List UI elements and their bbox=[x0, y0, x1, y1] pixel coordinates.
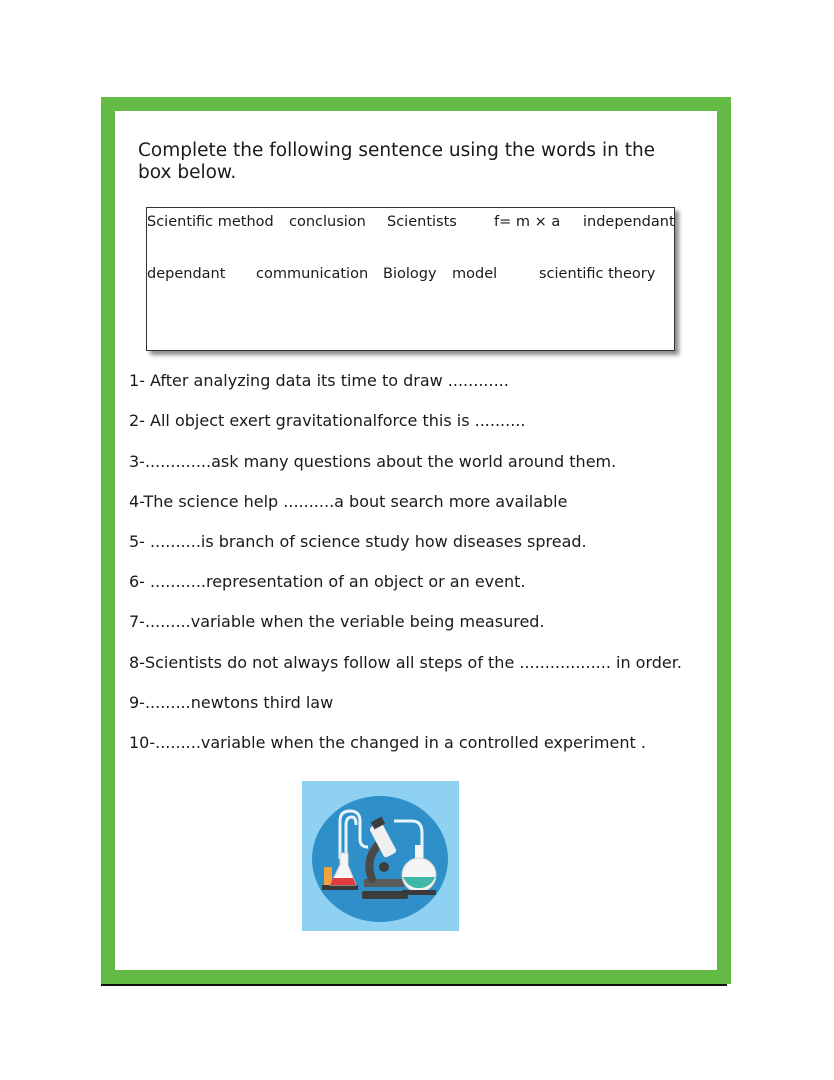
science-lab-icon bbox=[302, 781, 459, 931]
question-4: 4-The science help ..........a bout search more available bbox=[129, 492, 568, 511]
question-3: 3-.............ask many questions about the world around them. bbox=[129, 452, 617, 471]
question-1: 1- After analyzing data its time to draw ............ bbox=[129, 371, 509, 390]
question-9: 9-.........newtons third law bbox=[129, 693, 334, 712]
word-box-item: dependant bbox=[147, 266, 226, 282]
footer-divider bbox=[101, 984, 727, 986]
word-box-item: f= m × a bbox=[494, 214, 561, 230]
question-5: 5- ..........is branch of science study how diseases spread. bbox=[129, 532, 587, 551]
question-6: 6- ...........representation of an object or an event. bbox=[129, 572, 526, 591]
word-box bbox=[146, 207, 675, 351]
word-box-item: model bbox=[452, 266, 498, 282]
word-box-item: Biology bbox=[383, 266, 437, 282]
question-2: 2- All object exert gravitationalforce this is .......... bbox=[129, 411, 526, 430]
question-8: 8-Scientists do not always follow all steps of the .................. in order. bbox=[129, 653, 682, 672]
word-box-item: conclusion bbox=[289, 214, 366, 230]
word-box-item: communication bbox=[256, 266, 369, 282]
instruction-heading: Complete the following sentence using the words in the box below. bbox=[138, 140, 656, 183]
word-box-item: independant bbox=[583, 214, 675, 230]
question-7: 7-.........variable when the veriable being measured. bbox=[129, 612, 545, 631]
word-box-item: scientific theory bbox=[539, 266, 656, 282]
question-10: 10-.........variable when the changed in a controlled experiment . bbox=[129, 733, 646, 752]
word-box-item: Scientists bbox=[387, 214, 457, 230]
word-box-item: Scientific method bbox=[147, 214, 274, 230]
